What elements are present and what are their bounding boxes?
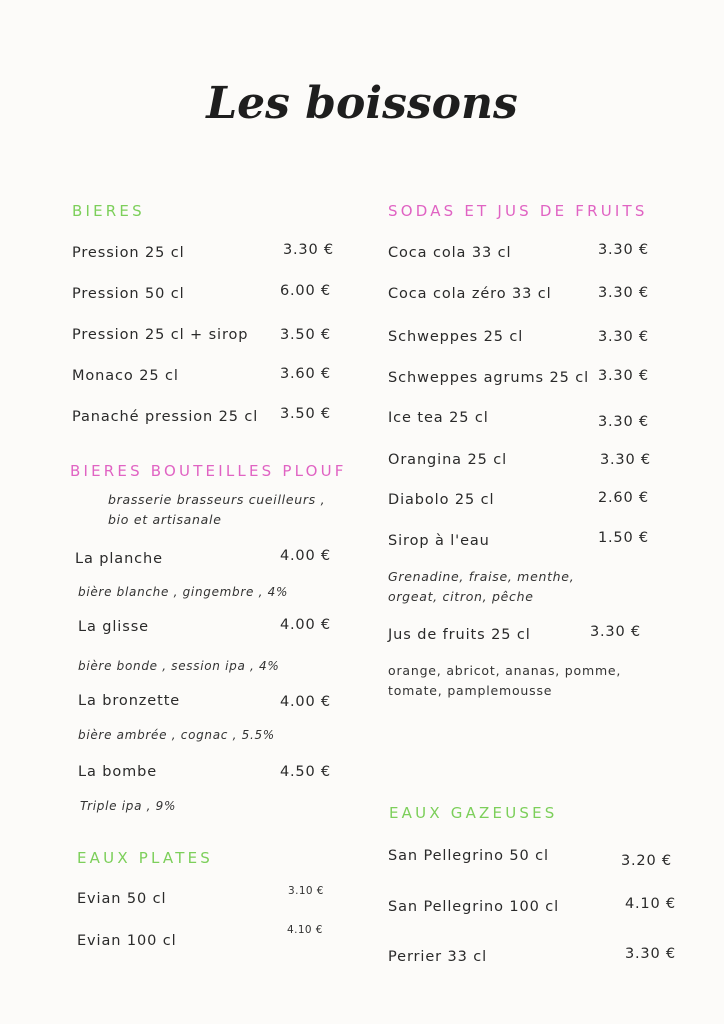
section-heading-bieres: BIERES [72,202,145,220]
menu-item-price: 4.50 € [280,764,331,780]
menu-item-price: 3.50 € [280,406,331,422]
section-subtitle: brasserie brasseurs cueilleurs , [108,492,326,507]
menu-item-price: 3.50 € [280,327,331,343]
menu-item-desc: Triple ipa , 9% [80,799,177,813]
menu-item-name: Schweppes 25 cl [388,329,524,345]
menu-item-price: 3.30 € [598,242,649,258]
menu-item-name: La bombe [78,764,158,780]
menu-item-price: 3.30 € [598,329,649,345]
menu-item-name: La glisse [78,619,149,635]
menu-item-name: La planche [75,551,163,567]
menu-item-price: 3.60 € [280,366,331,382]
menu-item-name: Perrier 33 cl [388,949,488,965]
menu-item-name: Sirop à l'eau [388,533,490,549]
menu-item-name: La bronzette [78,693,181,709]
menu-item-desc: bière blanche , gingembre , 4% [78,585,289,599]
menu-item-name: Diabolo 25 cl [388,492,495,508]
menu-item-desc: orgeat, citron, pêche [388,589,534,604]
section-heading-sodas: SODAS ET JUS DE FRUITS [388,202,648,220]
menu-item-price: 3.30 € [625,946,676,962]
menu-item-name: Panaché pression 25 cl [72,409,259,425]
menu-item-price: 3.30 € [598,368,649,384]
menu-item-name: Coca cola zéro 33 cl [388,286,552,302]
menu-item-price: 3.30 € [598,414,649,430]
menu-item-name: Pression 25 cl [72,245,185,261]
menu-item-name: Jus de fruits 25 cl [388,627,531,643]
menu-item-name: San Pellegrino 50 cl [388,848,549,864]
menu-item-desc: tomate, pamplemousse [388,683,553,698]
menu-item-name: Evian 50 cl [77,891,167,907]
menu-item-name: Monaco 25 cl [72,368,179,384]
menu-item-name: Pression 25 cl + sirop [72,327,249,343]
menu-item-desc: Grenadine, fraise, menthe, [388,569,575,584]
menu-item-price: 4.10 € [287,924,323,936]
menu-item-name: Evian 100 cl [77,933,177,949]
menu-item-name: Ice tea 25 cl [388,410,489,426]
menu-item-price: 3.30 € [283,242,334,258]
menu-item-price: 4.00 € [280,694,331,710]
menu-item-desc: bière bonde , session ipa , 4% [78,659,280,673]
menu-item-desc: bière ambrée , cognac , 5.5% [78,728,275,742]
menu-item-price: 4.00 € [280,617,331,633]
menu-item-price: 3.30 € [600,452,651,468]
menu-item-name: San Pellegrino 100 cl [388,899,560,915]
menu-item-price: 1.50 € [598,530,649,546]
menu-item-price: 3.10 € [288,885,324,897]
menu-item-name: Pression 50 cl [72,286,185,302]
menu-item-price: 6.00 € [280,283,331,299]
menu-item-price: 3.20 € [621,853,672,869]
section-heading-bouteilles: BIERES BOUTEILLES PLOUF [70,462,347,480]
menu-item-price: 2.60 € [598,490,649,506]
menu-item-desc: orange, abricot, ananas, pomme, [388,663,622,678]
section-subtitle: bio et artisanale [108,512,222,527]
section-heading-eaux-plates: EAUX PLATES [77,849,213,867]
page-title: Les boissons [206,78,518,129]
menu-item-price: 4.00 € [280,548,331,564]
menu-item-name: Coca cola 33 cl [388,245,512,261]
menu-item-price: 4.10 € [625,896,676,912]
menu-item-price: 3.30 € [590,624,641,640]
menu-item-name: Orangina 25 cl [388,452,508,468]
section-heading-eaux-gazeuses: EAUX GAZEUSES [389,804,558,822]
menu-item-price: 3.30 € [598,285,649,301]
menu-item-name: Schweppes agrums 25 cl [388,370,590,386]
